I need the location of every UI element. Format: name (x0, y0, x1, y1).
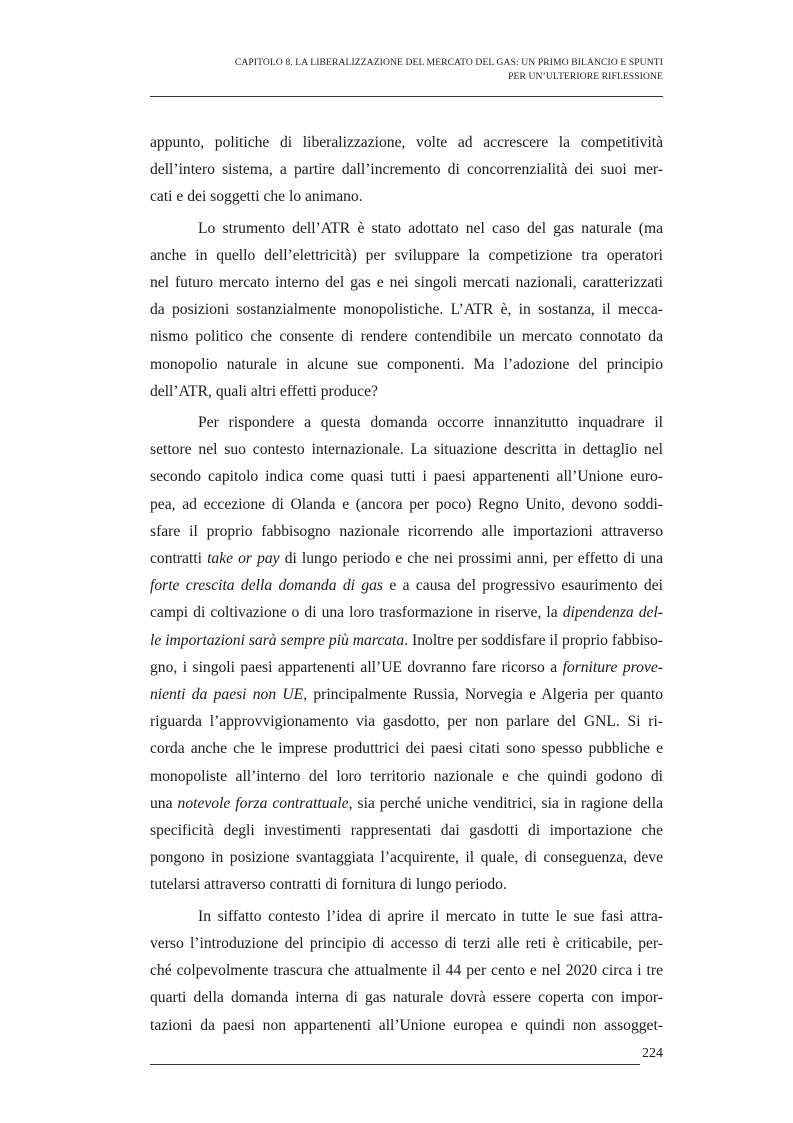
italic-text: dipendenza del- (562, 604, 663, 622)
text-line (150, 681, 663, 708)
text-line (150, 844, 663, 871)
text-run: contratti (150, 550, 208, 568)
text-run: monopoliste all’interno del loro territorio nazionale e che quindi godono di (150, 767, 663, 785)
text-line (150, 463, 663, 490)
text-line (150, 545, 663, 572)
text-run: di lungo periodo e che nei prossimi anni, per effetto di una (279, 550, 664, 568)
text-line (150, 323, 663, 350)
text-line (150, 572, 663, 599)
text-line (150, 957, 663, 984)
running-header-line-1: CAPITOLO 8. LA LIBERALIZZAZIONE DEL MERCATO DEL GAS: UN PRIMO BILANCIO E SPUNTI (234, 57, 663, 68)
text-line (150, 183, 663, 210)
text-line (150, 817, 663, 844)
running-header (150, 56, 663, 84)
text-line (150, 436, 663, 463)
text-line (150, 708, 663, 735)
paragraph (150, 903, 663, 1039)
text-run: secondo capitolo indica come quasi tutti i paesi appartenenti all’Unione euro- (150, 468, 663, 486)
text-run: pea, ad eccezione di Olanda e (ancora per poco) Regno Unito, devono soddi- (150, 495, 663, 513)
text-run: nismo politico che consente di rendere contendibile un mercato connotato da (150, 328, 663, 346)
text-line (150, 242, 663, 269)
text-line (150, 790, 663, 817)
text-run: riguarda l’approvvigionamento via gasdotto, per non parlare del GNL. Si ri- (150, 713, 663, 731)
text-line (150, 735, 663, 762)
italic-text: forniture prove- (562, 658, 663, 676)
text-line (150, 627, 663, 654)
text-run: ché colpevolmente trascura che attualmente il 44 per cento e nel 2020 circa i tre (150, 962, 663, 980)
text-run: Per rispondere a questa domanda occorre innanzitutto inquadrare il (198, 414, 663, 432)
paragraph (150, 215, 663, 405)
text-run: , principalmente Russia, Norvegia e Algeria per quanto (303, 686, 664, 704)
text-run: verso l’introduzione del principio di accesso di terzi alle reti è criticabile, per- (150, 934, 663, 952)
header-divider (150, 96, 663, 97)
text-line (150, 903, 663, 930)
text-run: e a causa del progressivo esaurimento dei (383, 577, 663, 595)
text-run: dell’ATR, quali altri effetti produce? (150, 382, 378, 400)
text-line (150, 930, 663, 957)
text-line (150, 871, 663, 898)
paragraph (150, 129, 663, 211)
text-run: Lo strumento dell’ATR è stato adottato nel caso del gas naturale (ma (198, 219, 663, 237)
text-run: specificità degli investimenti rappresentati dai gasdotti di importazione che (150, 822, 663, 840)
text-line (150, 129, 663, 156)
text-line (150, 296, 663, 323)
text-run: sfare il proprio fabbisogno nazionale ricorrendo alle importazioni attraverso (150, 522, 663, 540)
text-run: campi di coltivazione o di una loro trasformazione in riserve, la (150, 604, 563, 622)
text-run: pongono in posizione svantaggiata l’acquirente, il quale, di conseguenza, deve (150, 849, 663, 867)
text-run: da posizioni sostanzialmente monopolistiche. L’ATR è, in sostanza, il mecca- (150, 301, 663, 319)
italic-text: forte crescita della domanda di gas (150, 577, 383, 595)
text-run: anche in quello dell’elettricità) per sviluppare la competizione tra operatori (150, 246, 663, 264)
body-text (150, 129, 663, 1039)
text-line (150, 518, 663, 545)
text-run: . Inoltre per soddisfare il proprio fabbiso- (404, 631, 663, 649)
paragraph (150, 409, 663, 899)
text-run: tutelarsi attraverso contratti di fornitura di lungo periodo. (150, 876, 507, 894)
text-run: corda anche che le imprese produttrici dei paesi citati sono spesso pubbliche e (150, 740, 663, 758)
text-run: cati e dei soggetti che lo animano. (150, 188, 363, 206)
text-run: monopolio naturale in alcune sue componenti. Ma l’adozione del principio (150, 355, 663, 373)
italic-text: nienti da paesi non UE (150, 686, 304, 704)
text-run: nel futuro mercato interno del gas e nei singoli mercati nazionali, caratterizzati (150, 274, 663, 292)
running-header-line-2: PER UN’ULTERIORE RIFLESSIONE (508, 71, 663, 82)
text-run: dell’intero sistema, a partire dall’incremento di concorrenzialità dei suoi mer- (150, 161, 663, 179)
text-run: tazioni da paesi non appartenenti all’Unione europea e quindi non assogget- (150, 1016, 663, 1034)
footer-divider (150, 1064, 640, 1065)
italic-text: notevole forza contrattuale (177, 794, 349, 812)
text-line (150, 654, 663, 681)
text-line (150, 269, 663, 296)
text-run: , sia perché uniche venditrici, sia in ragione della (348, 794, 664, 812)
page-number: 224 (642, 1046, 663, 1061)
text-line (150, 156, 663, 183)
text-run: gno, i singoli paesi appartenenti all’UE dovranno fare ricorso a (150, 658, 563, 676)
text-run: settore nel suo contesto internazionale. La situazione descritta in dettaglio nel (150, 441, 663, 459)
text-line (150, 491, 663, 518)
text-line (150, 763, 663, 790)
text-line (150, 984, 663, 1011)
text-line (150, 378, 663, 405)
text-line (150, 409, 663, 436)
text-line (150, 215, 663, 242)
text-line (150, 351, 663, 378)
text-line (150, 1012, 663, 1039)
italic-text: le importazioni sarà sempre più marcata (150, 631, 405, 649)
italic-text: take or pay (207, 550, 280, 568)
text-line (150, 599, 663, 626)
text-run: appunto, politiche di liberalizzazione, volte ad accrescere la competitività (150, 134, 663, 151)
text-run: In siffatto contesto l’idea di aprire il mercato in tutte le sue fasi attra- (198, 907, 663, 925)
text-run: una (150, 794, 178, 812)
text-run: quarti della domanda interna di gas naturale dovrà essere coperta con impor- (150, 989, 663, 1007)
